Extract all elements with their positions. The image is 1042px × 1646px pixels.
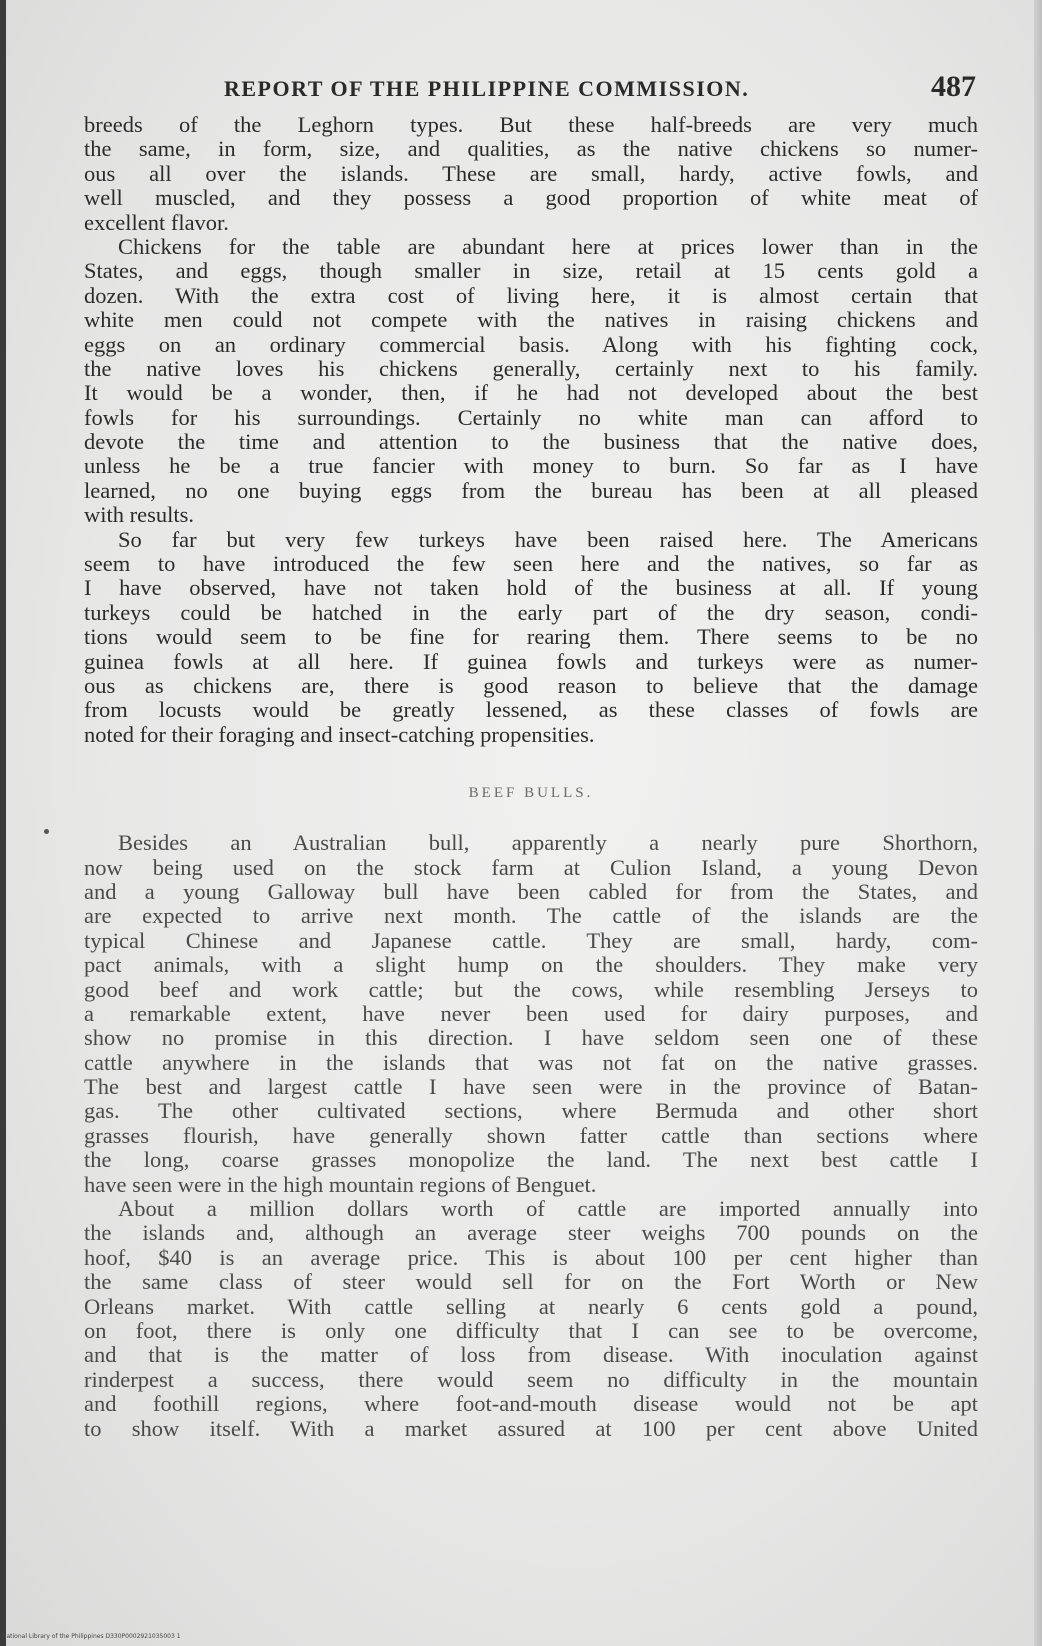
- digitization-credit: National Library of the Philippines D330P0002921035003 1: [2, 1633, 181, 1640]
- text-line: devote the time and attention to the business that the native does,: [84, 429, 978, 455]
- text-line: the long, coarse grasses monopolize the land. The next best cattle I: [84, 1147, 978, 1173]
- text-line: on foot, there is only one difficulty that I can see to be overcome,: [84, 1317, 978, 1343]
- text-line: cattle anywhere in the islands that was not fat on the native grasses.: [84, 1049, 978, 1075]
- text-line: Chickens for the table are abundant here at prices lower than in the: [118, 233, 978, 259]
- text-line: About a million dollars worth of cattle are imported annually into: [118, 1196, 978, 1222]
- paragraph: [84, 113, 978, 235]
- text-line: seem to have introduced the few seen here and the natives, so far as: [84, 551, 978, 577]
- text-line: So far but very few turkeys have been raised here. The Americans: [118, 526, 978, 552]
- text-line: pact animals, with a slight hump on the shoulders. They make very: [84, 952, 978, 978]
- text-line: have seen were in the high mountain regions of Benguet.: [84, 1171, 597, 1197]
- text-line: breeds of the Leghorn types. But these half-breeds are very much: [84, 112, 978, 137]
- text-line: It would be a wonder, then, if he had not developed about the best: [84, 380, 978, 406]
- text-line: ous all over the islands. These are small, hardy, active fowls, and: [84, 160, 978, 186]
- text-line: now being used on the stock farm at Culion Island, a young Devon: [84, 854, 978, 880]
- text-line: ous as chickens are, there is good reason to believe that the damage: [84, 672, 978, 698]
- text-line: fowls for his surroundings. Certainly no white man can afford to: [84, 404, 978, 430]
- text-line: unless he be a true fancier with money to burn. So far as I have: [84, 453, 978, 479]
- text-line: guinea fowls at all here. If guinea fowls and turkeys were as numer-: [84, 648, 978, 674]
- text-line: I have observed, have not taken hold of the business at all. If young: [84, 575, 978, 601]
- text-line: dozen. With the extra cost of living here, it is almost certain that: [84, 282, 978, 308]
- text-line: and that is the matter of loss from disease. With inoculation against: [84, 1342, 978, 1368]
- running-head: REPORT OF THE PHILIPPINE COMMISSION.: [224, 76, 750, 101]
- paragraph: [84, 528, 978, 748]
- body-text: [84, 113, 978, 1441]
- text-line: and foothill regions, where foot-and-mouth disease would not be apt: [84, 1391, 978, 1417]
- text-line: excellent flavor.: [84, 209, 229, 235]
- text-line: the islands and, although an average steer weighs 700 pounds on the: [84, 1220, 978, 1246]
- text-line: eggs on an ordinary commercial basis. Along with his fighting cock,: [84, 331, 978, 357]
- text-line: to show itself. With a market assured at 100 per cent above United: [84, 1415, 978, 1441]
- text-line: the same class of steer would sell for on the Fort Worth or New: [84, 1269, 978, 1295]
- text-line: and a young Galloway bull have been cabled for from the States, and: [84, 878, 978, 904]
- text-line: noted for their foraging and insect-catching propensities.: [84, 721, 595, 747]
- text-line: white men could not compete with the natives in raising chickens and: [84, 307, 978, 333]
- text-line: good beef and work cattle; but the cows, while resembling Jerseys to: [84, 976, 978, 1002]
- text-line: Besides an Australian bull, apparently a nearly pure Shorthorn,: [118, 830, 978, 856]
- text-line: gas. The other cultivated sections, where Bermuda and other short: [84, 1098, 978, 1124]
- paragraph: [84, 831, 978, 1197]
- paragraph: [84, 235, 978, 528]
- text-line: from locusts would be greatly lessened, as these classes of fowls are: [84, 697, 978, 723]
- text-line: learned, no one buying eggs from the bureau has been at all pleased: [84, 477, 978, 503]
- text-line: The best and largest cattle I have seen were in the province of Batan-: [84, 1074, 978, 1100]
- text-line: the same, in form, size, and qualities, as the native chickens so numer-: [84, 136, 978, 162]
- text-line: States, and eggs, though smaller in size, retail at 15 cents gold a: [84, 258, 978, 284]
- text-line: turkeys could be hatched in the early part of the dry season, condi-: [84, 599, 978, 625]
- text-line: grasses flourish, have generally shown fatter cattle than sections where: [84, 1122, 978, 1148]
- section-heading: BEEF BULLS.: [468, 785, 594, 802]
- text-line: typical Chinese and Japanese cattle. They are small, hardy, com-: [84, 927, 978, 953]
- text-line: Orleans market. With cattle selling at nearly 6 cents gold a pound,: [84, 1293, 978, 1319]
- text-line: a remarkable extent, have never been used for dairy purposes, and: [84, 1000, 978, 1026]
- stray-mark: [44, 829, 49, 834]
- text-line: hoof, $40 is an average price. This is about 100 per cent higher than: [84, 1244, 978, 1270]
- paragraph: [84, 1197, 978, 1441]
- text-line: tions would seem to be fine for rearing them. There seems to be no: [84, 624, 978, 650]
- text-line: the native loves his chickens generally, certainly next to his family.: [84, 355, 978, 381]
- text-line: well muscled, and they possess a good proportion of white meat of: [84, 185, 978, 211]
- text-line: rinderpest a success, there would seem no difficulty in the mountain: [84, 1366, 978, 1392]
- text-line: with results.: [84, 502, 194, 528]
- page-number: 487: [931, 70, 976, 103]
- scan-right-edge: [1034, 0, 1042, 1646]
- text-line: show no promise in this direction. I have seldom seen one of these: [84, 1025, 978, 1051]
- page-header: [84, 70, 978, 110]
- scan-left-edge: [0, 0, 6, 1646]
- text-line: are expected to arrive next month. The cattle of the islands are the: [84, 903, 978, 929]
